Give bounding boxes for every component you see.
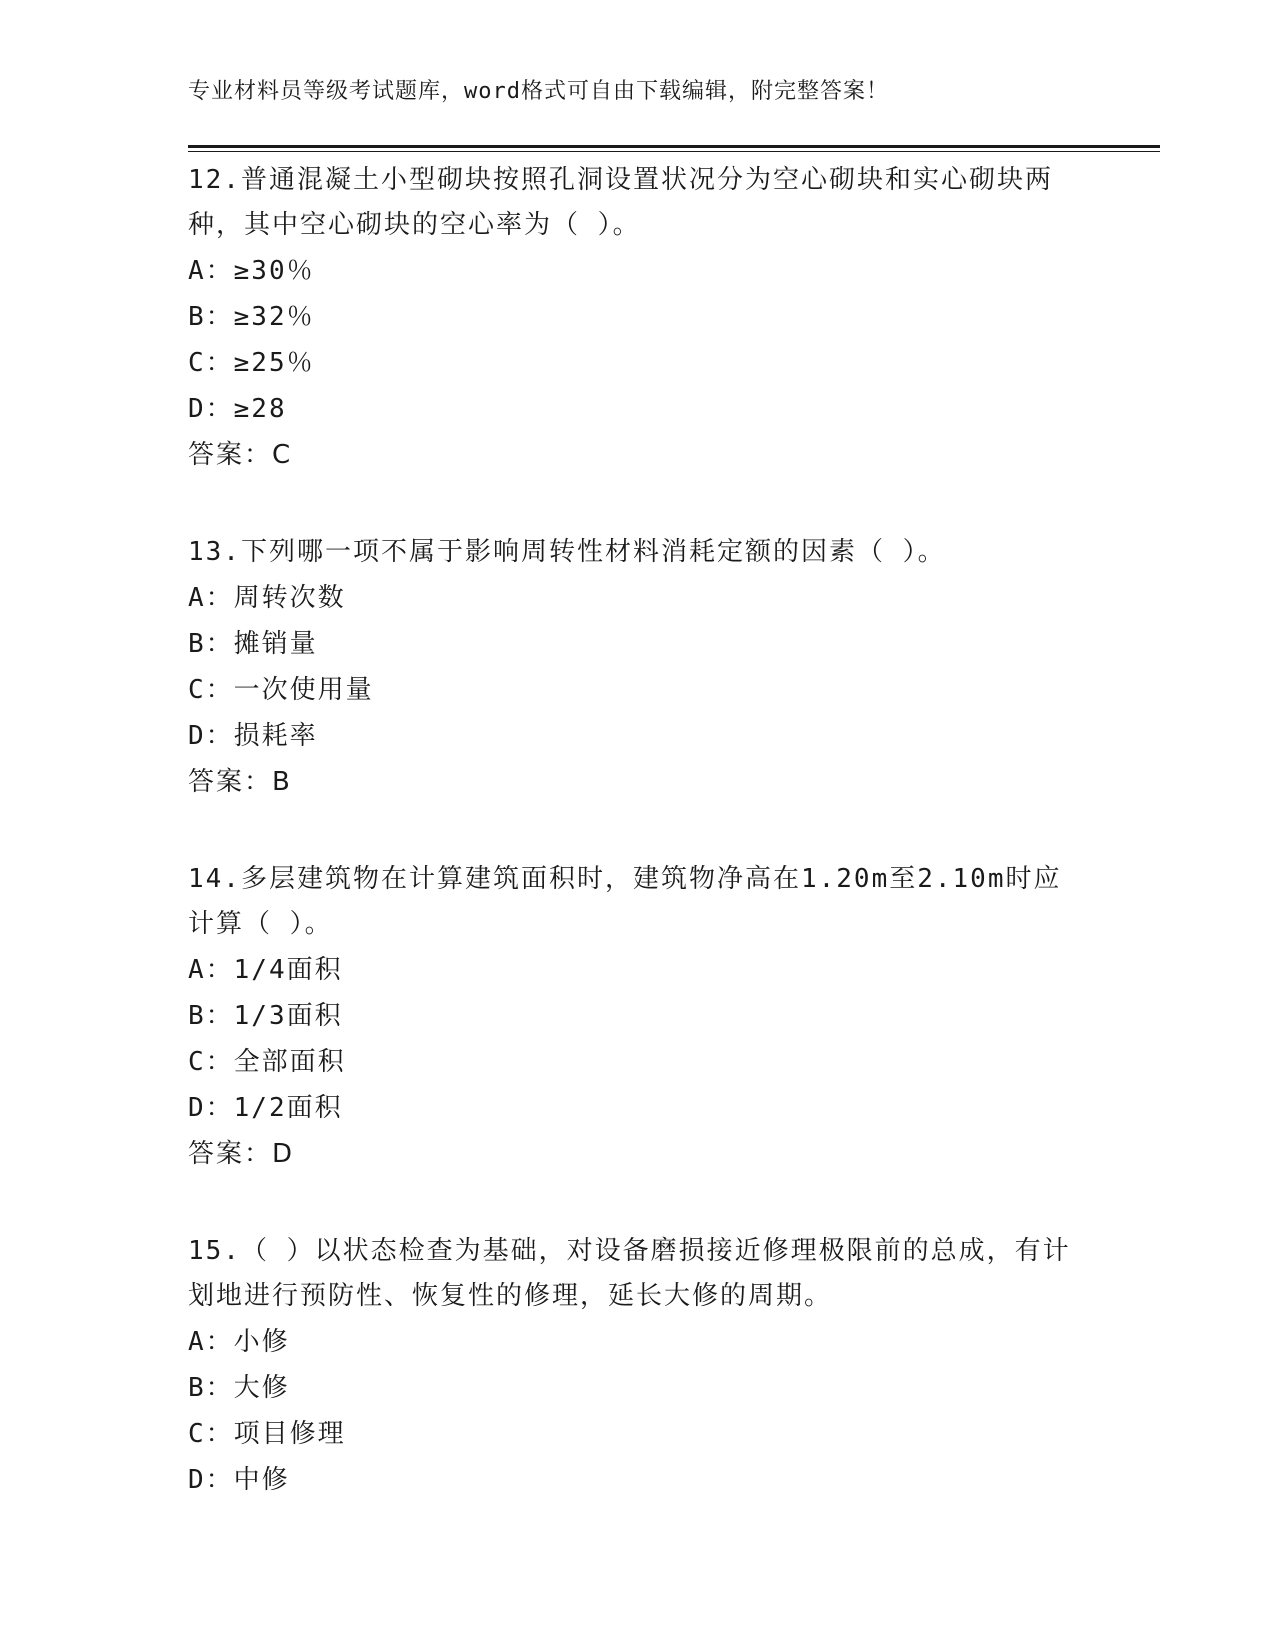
option-c: C：≥25％ (188, 348, 315, 378)
answer: 答案：B (188, 767, 292, 797)
option-c: C：一次使用量 (188, 675, 374, 705)
option-a: A：≥30％ (188, 256, 315, 286)
question-list (188, 158, 1088, 1503)
option-a: A：周转次数 (188, 583, 346, 613)
document-header: 专业材料员等级考试题库，word格式可自由下载编辑，附完整答案！ (188, 79, 889, 104)
option-d: D：中修 (188, 1465, 290, 1495)
option-b: B：1/3面积 (188, 1001, 343, 1031)
question-text: 15.（ ）以状态检查为基础，对设备磨损接近修理极限前的总成，有计划地进行预防性、恢复性的修理，延长大修的周期。 (188, 1236, 1071, 1311)
option-c: C：项目修理 (188, 1419, 346, 1449)
question-text: 14.多层建筑物在计算建筑面积时，建筑物净高在1.20m至2.10m时应计算（ ）。 (188, 864, 1062, 939)
option-d: D：1/2面积 (188, 1093, 343, 1123)
option-d: D：损耗率 (188, 721, 318, 751)
question-text: 12.普通混凝土小型砌块按照孔洞设置状况分为空心砌块和实心砌块两种，其中空心砌块的空心率为（ ）。 (188, 165, 1053, 240)
header-rule-thick (188, 145, 1160, 148)
question-15 (188, 1229, 1088, 1503)
answer: 答案：D (188, 1139, 295, 1169)
option-b: B：摊销量 (188, 629, 318, 659)
question-text: 13.下列哪一项不属于影响周转性材料消耗定额的因素（ ）。 (188, 537, 946, 567)
option-c: C：全部面积 (188, 1047, 346, 1077)
option-d: D：≥28 (188, 394, 287, 424)
answer: 答案：C (188, 440, 293, 470)
question-12 (188, 158, 1088, 478)
header-rule-thin (188, 151, 1160, 152)
option-b: B：≥32％ (188, 302, 315, 332)
option-b: B：大修 (188, 1373, 290, 1403)
option-a: A：1/4面积 (188, 955, 343, 985)
question-14 (188, 857, 1088, 1177)
question-13 (188, 530, 1088, 805)
option-a: A：小修 (188, 1327, 290, 1357)
